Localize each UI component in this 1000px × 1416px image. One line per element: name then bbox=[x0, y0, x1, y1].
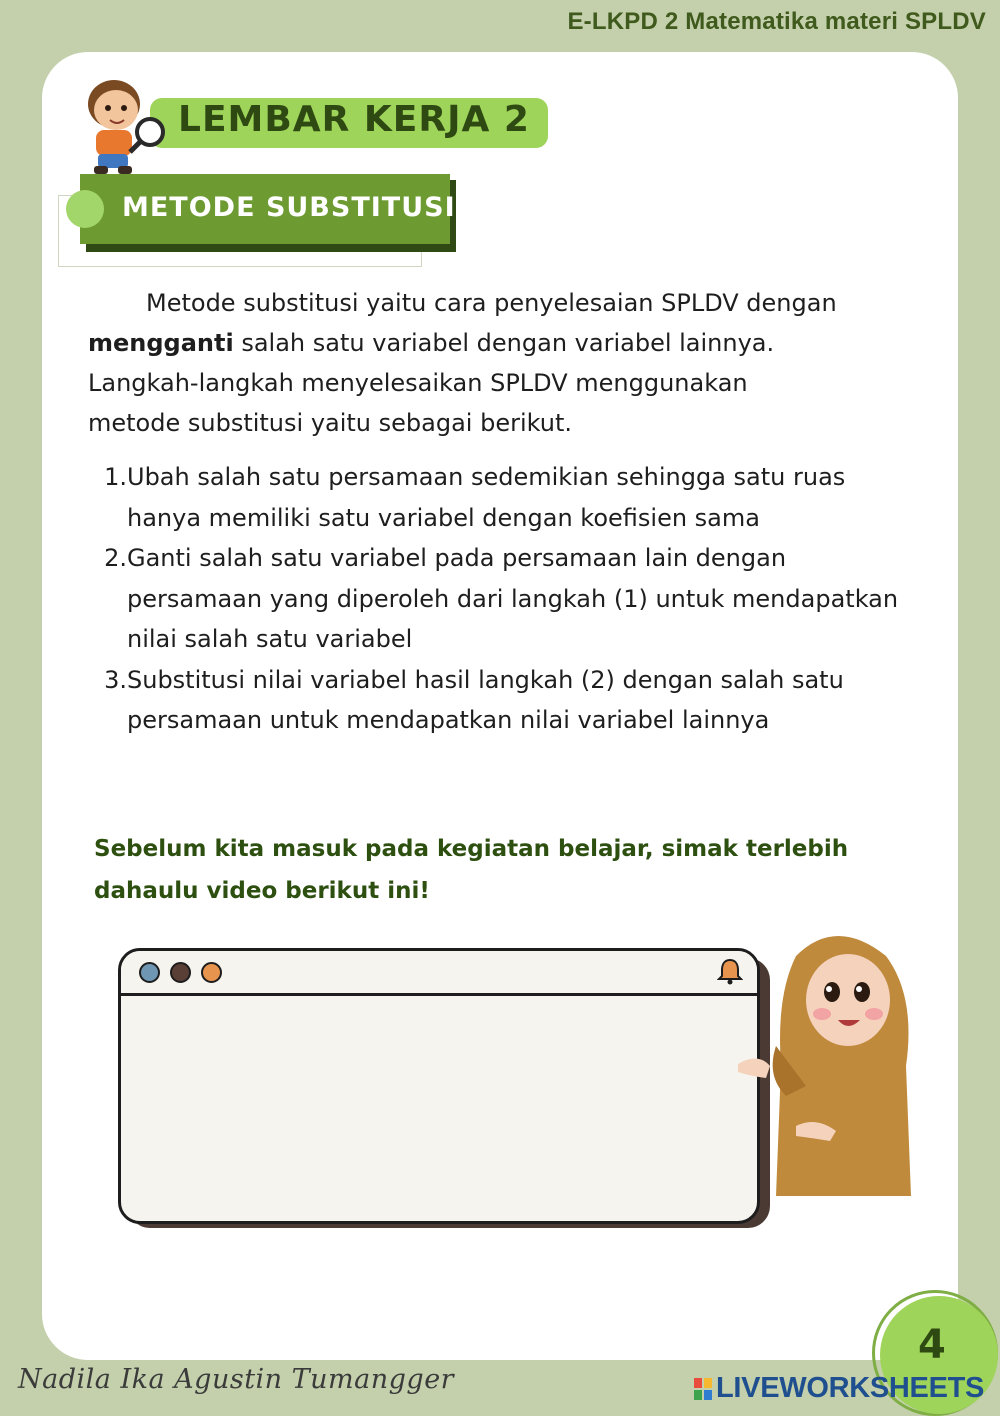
list-item bbox=[96, 660, 916, 741]
teacher-illustration bbox=[736, 926, 926, 1206]
document-header-title: E-LKPD 2 Matematika materi SPLDV bbox=[567, 8, 986, 35]
intro-paragraph bbox=[88, 283, 968, 443]
window-dot-orange bbox=[201, 962, 222, 983]
step-text: Ganti salah satu variabel pada persamaan lain dengan persamaan yang diperoleh dari langkah (1) untuk mendapatkan nilai salah satu variabel bbox=[127, 544, 899, 653]
step-number: 2. bbox=[104, 544, 127, 572]
page-number: 4 bbox=[918, 1322, 946, 1368]
list-item bbox=[96, 538, 916, 660]
intro-line-4: metode substitusi yaitu sebagai berikut. bbox=[88, 409, 573, 437]
intro-line-1: Metode substitusi yaitu cara penyelesaian SPLDV dengan bbox=[146, 289, 837, 317]
steps-list bbox=[96, 457, 916, 741]
list-item bbox=[96, 457, 916, 538]
step-number: 1. bbox=[104, 463, 127, 491]
method-title: METODE SUBSTITUSI bbox=[122, 192, 456, 223]
step-text: Ubah salah satu persamaan sedemikian sehingga satu ruas hanya memiliki satu variabel dengan koefisien sama bbox=[127, 463, 846, 532]
step-number: 3. bbox=[104, 665, 127, 694]
intro-bold-word: mengganti bbox=[88, 329, 234, 357]
boy-magnifier-illustration bbox=[72, 70, 172, 180]
step-text: Substitusi nilai variabel hasil langkah (2) dengan salah satu persamaan untuk mendapatkan nilai variabel lainnya bbox=[127, 665, 844, 734]
video-instruction-note: Sebelum kita masuk pada kegiatan belajar, simak terlebih dahaulu video berikut ini! bbox=[94, 836, 849, 904]
intro-line-3: Langkah-langkah menyelesaikan SPLDV menggunakan bbox=[88, 369, 748, 397]
method-title-dot bbox=[66, 190, 104, 228]
author-signature: Nadila Ika Agustin Tumangger bbox=[18, 1364, 455, 1395]
window-dot-brown bbox=[170, 962, 191, 983]
worksheet-title: LEMBAR KERJA 2 bbox=[178, 99, 530, 140]
liveworksheets-brand[interactable]: LIVEWORKSHEETS bbox=[716, 1372, 985, 1404]
video-title-bar bbox=[121, 951, 757, 996]
window-dot-blue bbox=[139, 962, 160, 983]
liveworksheets-logo-icon bbox=[694, 1378, 712, 1400]
intro-line-2: salah satu variabel dengan variabel lainnya. bbox=[233, 329, 775, 357]
video-player-frame[interactable] bbox=[118, 948, 760, 1224]
